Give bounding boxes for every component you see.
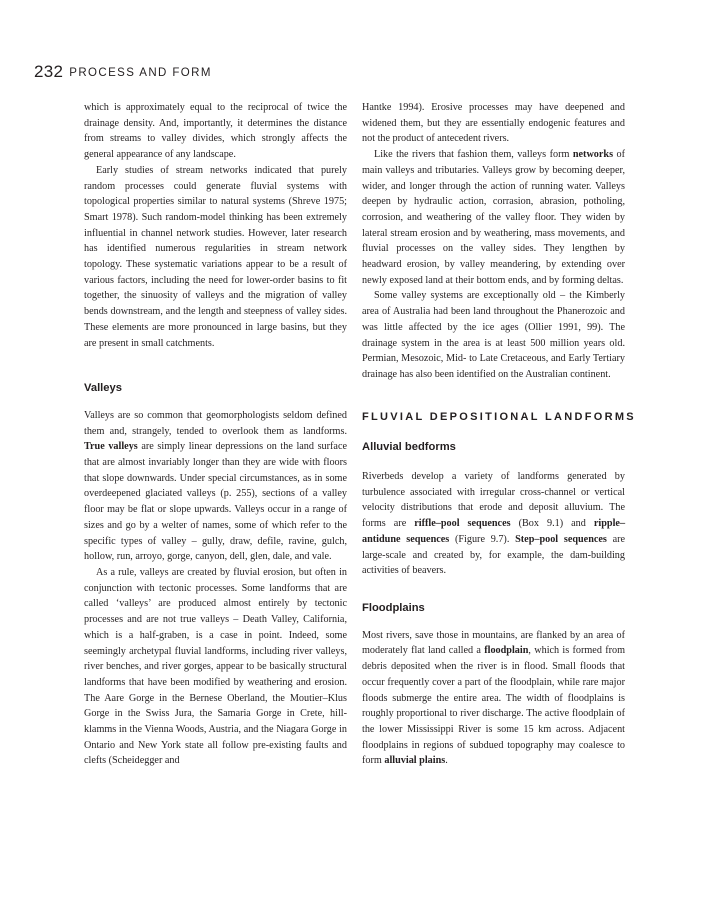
text-run: of main valleys and tributaries. Valleys grow by becoming deeper, wider, and longer through the action of running water. Valleys deepen by hydraulic action, corrasion, abrasion, potholing, corrosion, and weathering of the valley floor. They widen by lateral stream erosion and by weathering, mass movements, and fluvial processes on the valley sides. They lengthen by headward erosion, by valley meandering, by extending over newly exposed land at their bottom ends, and by forming deltas. [362, 149, 626, 286]
text-run: Riverbeds develop a variety of landforms generated by turbulence associated with irregular cross-channel or vertical velocity distributions that erode and deposit alluvium. The forms are [362, 471, 625, 530]
text-run: . [445, 755, 448, 767]
alluvial-bedforms-heading: Alluvial bedforms [362, 441, 456, 454]
term-networks: networks [572, 149, 614, 161]
term-true-valleys: True valleys [84, 441, 138, 453]
text-run: , which is formed from debris deposited when the river is in flood. Small floods that occur frequently cover a part of the floodplain, while rare major floods submerge the entire area. The width of floodplains is roughly proportional to river discharge. The active floodplain of the lower Mississippi River is some 15 km across. Adjacent floodplains in regions of subdued topography may coalesce to form [362, 645, 626, 767]
term-floodplain: floodplain [484, 645, 529, 657]
text-run: Most rivers, save those in mountains, are flanked by an area of moderately flat land called a [362, 629, 625, 657]
paragraph: Early studies of stream networks indicated that purely random processes could generate fluvial systems with topological properties similar to natural systems (Shreve 1975; Smart 1978). Such random-model thinking has been extremely influential in channel network studies. However, later research has identified numerous regularities in stream network topology. These systematic variations appear to be a result of various factors, including the need for lower-order basins to fit together, the sinuosity of valleys and the migration of valley bends downstream, and the length and steepness of valley sides. These elements are more pronounced in large basins, but they are present in small catchments. [84, 164, 347, 349]
valleys-heading: Valleys [84, 382, 122, 395]
paragraph [84, 408, 347, 565]
term-alluvial-plains: alluvial plains [384, 755, 446, 767]
term-ripple-antidune: ripple–antidune sequences [362, 518, 626, 545]
text-run: Valleys are so common that geomorphologists seldom defined them and, strangely, tended to overlook them as landforms. [84, 409, 347, 437]
paragraph: As a rule, valleys are created by fluvial erosion, but often in conjunction with tectonic processes. Some landforms that are called ‘valleys’ are produced almost entirely by tectonic processes and are not true valleys – Death Valley, California, which is a half-graben, is a case in point. Indeed, some seemingly archetypal fluvial landforms, including river valleys, river benches, and river gorges, appear to be basically structural landforms that have been modified by weathering and erosion. The Aare Gorge in the Bernese Oberland, the Moutier–Klus Gorge in the Swiss Jura, the Samaria Gorge in Crete, hill-klamms in the Vienna Woods, Austria, and the Niagara Gorge in Ontario and New York state all follow pre-existing faults and clefts (Scheidegger and [84, 566, 347, 767]
floodplains-heading: Floodplains [362, 601, 425, 614]
text-run: are large-scale and created by, for example, the dam-building activities of beavers. [362, 533, 626, 577]
left-column [84, 100, 347, 769]
paragraph: which is approximately equal to the reciprocal of twice the drainage density. And, importantly, it determines the distance from streams to valley divides, which strongly affects the general appearance of any landscape. [84, 102, 347, 161]
paragraph [362, 147, 625, 288]
paragraph: Some valley systems are exceptionally old – the Kimberly area of Australia had been land throughout the Phanerozoic and was little affected by the ice ages (Ollier 1991, 99). The drainage system in the area is at least 500 million years old. Permian, Mesozoic, Mid- to Late Cretaceous, and Early Tertiary drainage has also been identified on the Australian continent. [362, 290, 625, 380]
section-heading-fluvial-depositional: FLUVIAL DEPOSITIONAL LANDFORMS [362, 410, 636, 423]
text-run: are simply linear depressions on the land surface that are almost invariably longer than they are wide with floors that slope downwards. Under special circumstances, as in some overdeepened glaciated valleys (p. 255), sections of a valley floor may be flat or slope upwards. Valleys occur in a range of sizes and go by a welter of names, some of which refer to the specific types of valley – gully, draw, defile, ravine, gulch, hollow, run, arroyo, gorge, canyon, dell, glen, dale, and vale. [84, 441, 347, 563]
text-run: (Box 9.1) and [518, 518, 586, 530]
term-step-pool: Step–pool sequences [515, 533, 607, 545]
page-number: 232 [34, 62, 64, 81]
paragraph: Hantke 1994). Erosive processes may have deepened and widened them, but they are essentially endogenic features and not the product of antecedent rivers. [362, 102, 625, 145]
text-run: (Figure 9.7). [454, 533, 510, 545]
paragraph [362, 469, 625, 579]
running-head [34, 62, 212, 82]
paragraph [362, 628, 625, 769]
running-head-title: PROCESS AND FORM [69, 67, 212, 79]
right-column [362, 100, 636, 769]
term-riffle-pool: riffle–pool sequences [414, 518, 511, 530]
text-run: Like the rivers that fashion them, valleys form [374, 149, 570, 161]
